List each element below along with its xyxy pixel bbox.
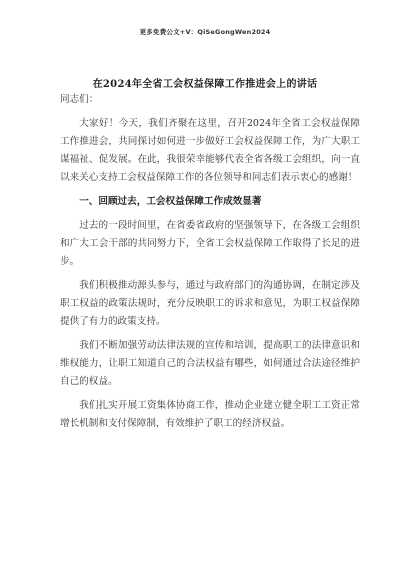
section-paragraph-3: 我们不断加强劳动法律法规的宣传和培训，提高职工的法律意识和维权能力，让职工知道自己的合法权益有哪些，如何通过合法途径维护自己的权益。 xyxy=(60,340,360,387)
section-paragraph-2: 我们积极推动源头参与，通过与政府部门的沟通协调，在制定涉及职工权益的政策法规时，充分反映职工的诉求和意见，为职工权益保障提供了有力的政策支持。 xyxy=(60,280,360,327)
salutation: 同志们： xyxy=(60,94,99,105)
document-body xyxy=(60,91,360,439)
document-title: 在2024年全省工会权益保障工作推进会上的讲话 xyxy=(92,79,318,90)
paragraph-intro: 大家好！今天，我们齐聚在这里，召开2024年全省工会权益保障工作推进会，共同探讨如何进一步做好工会权益保障工作，为广大职工谋福祉、促发展。在此，我很荣幸能够代表全省各级工会组织，向一直以来关心支持工会权益保障工作的各位领导和同志们表示衷心的感谢！ xyxy=(60,118,360,183)
section-paragraph-1: 过去的一段时间里，在省委省政府的坚强领导下，在各级工会组织和广大工会干部的共同努力下，全省工会权益保障工作取得了长足的进步。 xyxy=(60,220,360,267)
section-heading: 一、回顾过去，工会权益保障工作成效显著 xyxy=(79,196,262,207)
header-note: 更多免费公文+V：QiSeGongWen2024 xyxy=(139,28,271,36)
section-paragraph-4: 我们扎实开展工资集体协商工作，推动企业建立健全职工工资正常增长机制和支付保障制，有效维护了职工的经济权益。 xyxy=(60,400,360,429)
